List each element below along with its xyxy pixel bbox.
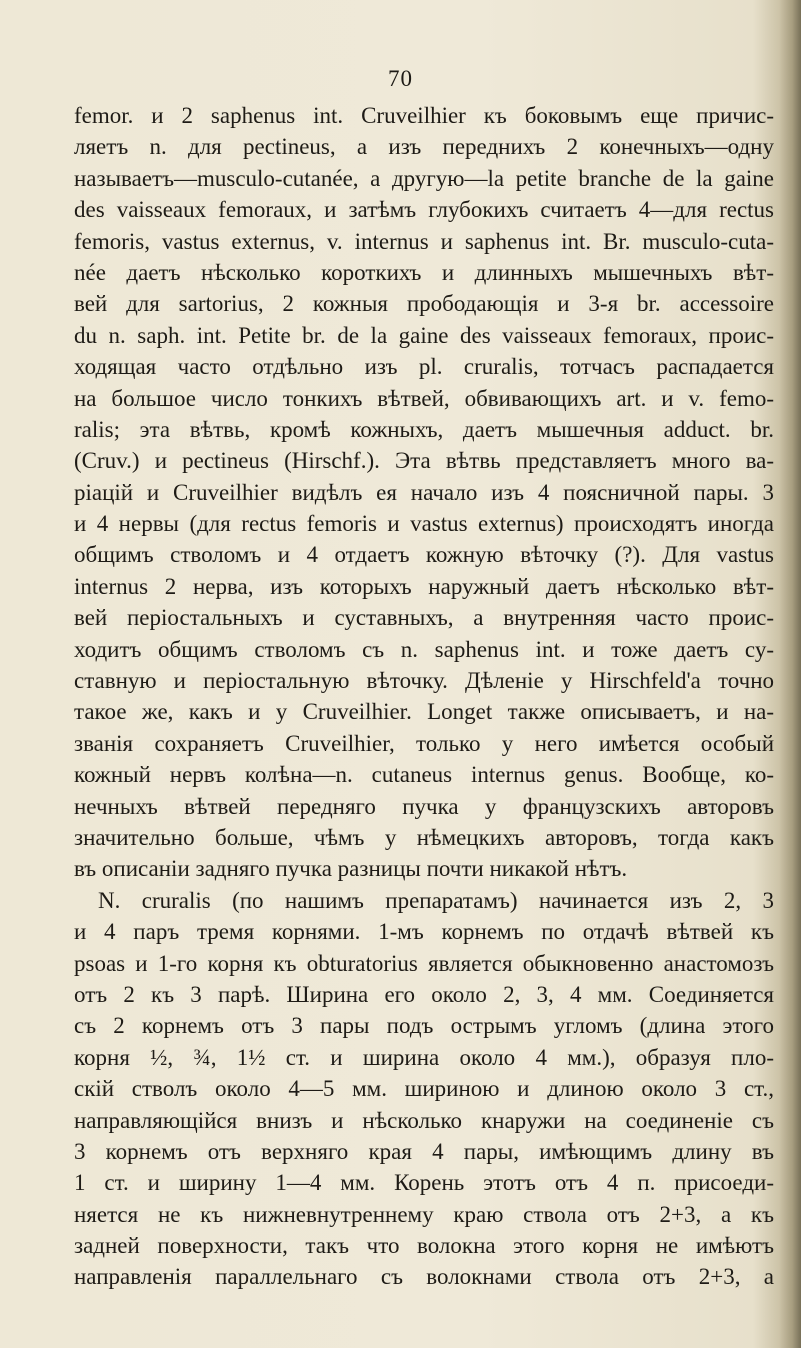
text-line: ріацій и Cruveilhier видѣлъ ея начало изъ 4 поясничной пары. 3 (74, 479, 774, 505)
text-line: на большое число тонкихъ вѣтвей, обвивающихъ art. и v. femo- (74, 385, 774, 411)
text-line: internus 2 нерва, изъ которыхъ наружный даетъ нѣсколько вѣт- (74, 573, 774, 599)
text-line: ralis; эта вѣтвь, кромѣ кожныхъ, даетъ мышечныя adduct. br. (74, 416, 774, 442)
page-number: 70 (388, 66, 413, 91)
text-line: няется не къ нижневнутреннему краю ствола отъ 2+3, а къ (74, 1201, 774, 1227)
text-line: направленія параллельнаго съ волокнами ствола отъ 2+3, а (74, 1264, 774, 1290)
text-line: des vaisseaux femoraux, и затѣмъ глубокихъ считаетъ 4—для rectus (74, 197, 774, 223)
text-line: и 4 нервы (для rectus femoris и vastus externus) происходятъ иногда (74, 511, 774, 537)
text-line: скій стволъ около 4—5 мм. шириною и длиною около 3 ст., (74, 1076, 774, 1102)
text-line: значительно больше, чѣмъ у нѣмецкихъ авторовъ, тогда какъ (74, 824, 774, 850)
text-line: N. cruralis (по нашимъ препаратамъ) начинается изъ 2, 3 (98, 887, 774, 913)
text-line: кожный нервъ колѣна—n. cutaneus internus genus. Вообще, ко- (74, 762, 774, 788)
text-line: нечныхъ вѣтвей передняго пучка у французскихъ авторовъ (74, 793, 774, 819)
text-line: въ описаніи задняго пучка разницы почти никакой нѣтъ. (74, 856, 628, 882)
text-line: вей для sartorius, 2 кожныя прободающія и 3-я br. accessoire (74, 291, 774, 317)
text-line: psoas и 1-го корня къ obturatorius является обыкновенно анастомозъ (74, 950, 774, 976)
text-line: отъ 2 къ 3 парѣ. Ширина его около 2, 3, 4 мм. Соединяется (74, 981, 774, 1007)
text-line: званія сохраняетъ Cruveilhier, только у него имѣется особый (74, 730, 774, 756)
text-line: общимъ стволомъ и 4 отдаетъ кожную вѣточку (?). Для vastus (74, 542, 774, 568)
text-line: (Cruv.) и pectineus (Hirschf.). Эта вѣтвь представляетъ много ва- (74, 448, 774, 474)
text-line: née даетъ нѣсколько короткихъ и длинныхъ мышечныхъ вѣт- (74, 259, 774, 285)
text-line: ставную и періостальную вѣточку. Дѣленіе у Hirschfeld'а точно (74, 668, 774, 694)
text-line: 1 ст. и ширину 1—4 мм. Корень этотъ отъ 4 п. присоеди- (74, 1170, 774, 1196)
text-line: вей періостальныхъ и суставныхъ, а внутренняя часто проис- (74, 605, 774, 631)
text-line: ходящая часто отдѣльно изъ pl. cruralis, тотчасъ распадается (74, 354, 774, 380)
page-edge-shadow (779, 0, 801, 1348)
text-line: направляющійся внизъ и нѣсколько кнаружи на соединеніе съ (74, 1107, 774, 1133)
text-line: du n. saph. int. Petite br. de la gaine des vaisseaux femoraux, проис- (74, 322, 774, 348)
text-line: корня ½, ¾, 1½ ст. и ширина около 4 мм.), образуя пло- (74, 1044, 774, 1070)
text-line: такое же, какъ и у Cruveilhier. Longet также описываетъ, и на- (74, 699, 774, 725)
text-line: задней поверхности, такъ что волокна этого корня не имѣютъ (74, 1233, 774, 1259)
text-line: называетъ—musculo-cutanée, а другую—la petite branche de la gaine (74, 165, 774, 191)
text-line: ляетъ n. для pectineus, а изъ переднихъ 2 конечныхъ—одну (74, 134, 774, 160)
text-line: и 4 паръ тремя корнями. 1-мъ корнемъ по отдачѣ вѣтвей къ (74, 919, 774, 945)
body-text (74, 100, 774, 1293)
text-line: ходитъ общимъ стволомъ съ n. saphenus int. и тоже даетъ су- (74, 636, 774, 662)
text-line: femoris, vastus externus, v. internus и saphenus int. Br. musculo-cuta- (74, 228, 774, 254)
text-line: 3 корнемъ отъ верхняго края 4 пары, имѣющимъ длину въ (74, 1138, 774, 1164)
text-line: femor. и 2 saphenus int. Cruveilhier къ боковымъ еще причис- (74, 103, 774, 128)
text-line: съ 2 корнемъ отъ 3 пары подъ острымъ угломъ (длина этого (74, 1013, 774, 1039)
